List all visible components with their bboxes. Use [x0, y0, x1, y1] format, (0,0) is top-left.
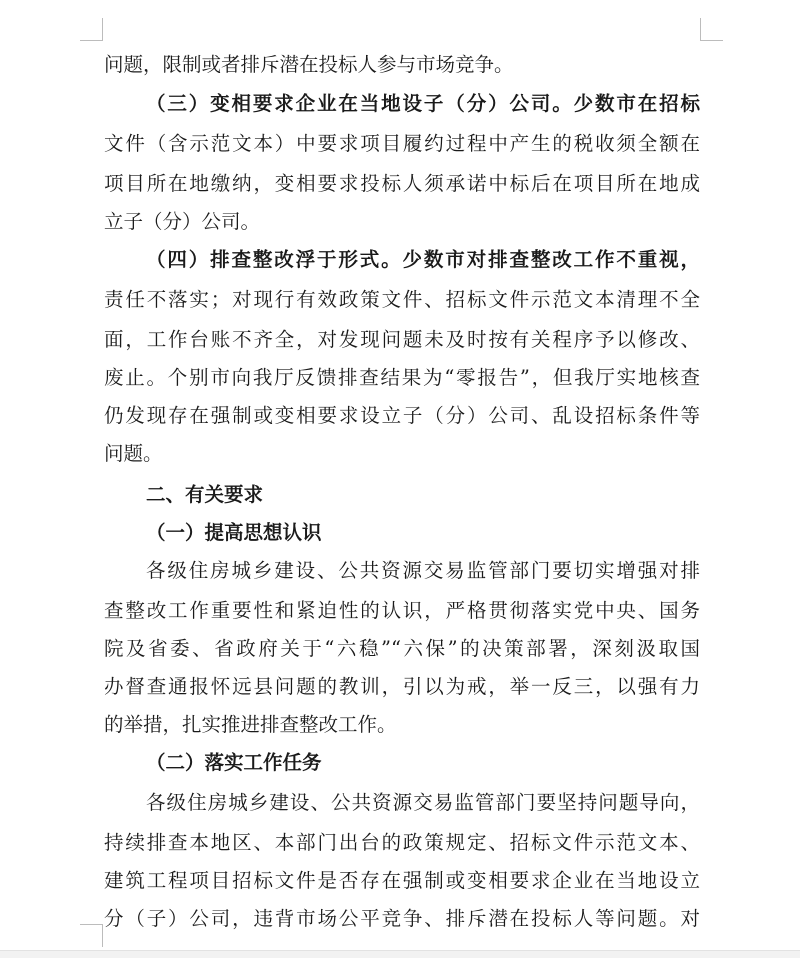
text-line: 查整改工作重要性和紧迫性的认识，严格贯彻落实党中央、国务	[104, 599, 700, 622]
text-line: 立子（分）公司。	[104, 210, 261, 233]
page-corner-mark-bottom-left	[80, 924, 103, 947]
section-item-4-line: （四）排查整改浮于形式。少数市对排查整改工作不重视，	[146, 248, 700, 271]
page-corner-mark-top-right	[700, 18, 723, 41]
text-line: 项目所在地缴纳，变相要求投标人须承诺中标后在项目所在地成	[104, 172, 700, 195]
text-line: 面，工作台账不齐全，对发现问题未及时按有关程序予以修改、	[104, 328, 700, 351]
text-line: 仍发现存在强制或变相要求设立子（分）公司、乱设招标条件等	[104, 404, 700, 427]
page-corner-mark-top-left	[80, 18, 103, 41]
text-line: 院及省委、省政府关于“六稳”“六保”的决策部署，深刻汲取国	[104, 637, 700, 660]
text-line: 文件（含示范文本）中要求项目履约过程中产生的税收须全额在	[104, 132, 700, 155]
text-line: 持续排查本地区、本部门出台的政策规定、招标文件示范文本、	[104, 831, 700, 854]
text-line: 问题，限制或者排斥潜在投标人参与市场竞争。	[104, 53, 514, 76]
text-line: 各级住房城乡建设、公共资源交易监管部门要切实增强对排	[146, 559, 700, 582]
text-line: 分（子）公司，违背市场公平竞争、排斥潜在投标人等问题。对	[104, 907, 700, 930]
text-line: 建筑工程项目招标文件是否存在强制或变相要求企业在当地设立	[104, 869, 700, 892]
subsection-heading: （二）落实工作任务	[146, 751, 322, 774]
section-heading: 二、有关要求	[146, 483, 264, 506]
text-line: 办督查通报怀远县问题的教训，引以为戒，举一反三，以强有力	[104, 675, 700, 698]
section-item-3-line: （三）变相要求企业在当地设子（分）公司。少数市在招标	[146, 92, 700, 115]
text-line: 问题。	[104, 442, 163, 465]
subsection-heading: （一）提高思想认识	[146, 521, 322, 544]
text-line: 责任不落实；对现行有效政策文件、招标文件示范文本清理不全	[104, 288, 700, 311]
text-line: 废止。个别市向我厅反馈排查结果为“零报告”，但我厅实地核查	[104, 366, 700, 389]
text-line: 的举措，扎实推进排查整改工作。	[104, 713, 397, 736]
text-line: 各级住房城乡建设、公共资源交易监管部门要坚持问题导向，	[146, 791, 700, 814]
